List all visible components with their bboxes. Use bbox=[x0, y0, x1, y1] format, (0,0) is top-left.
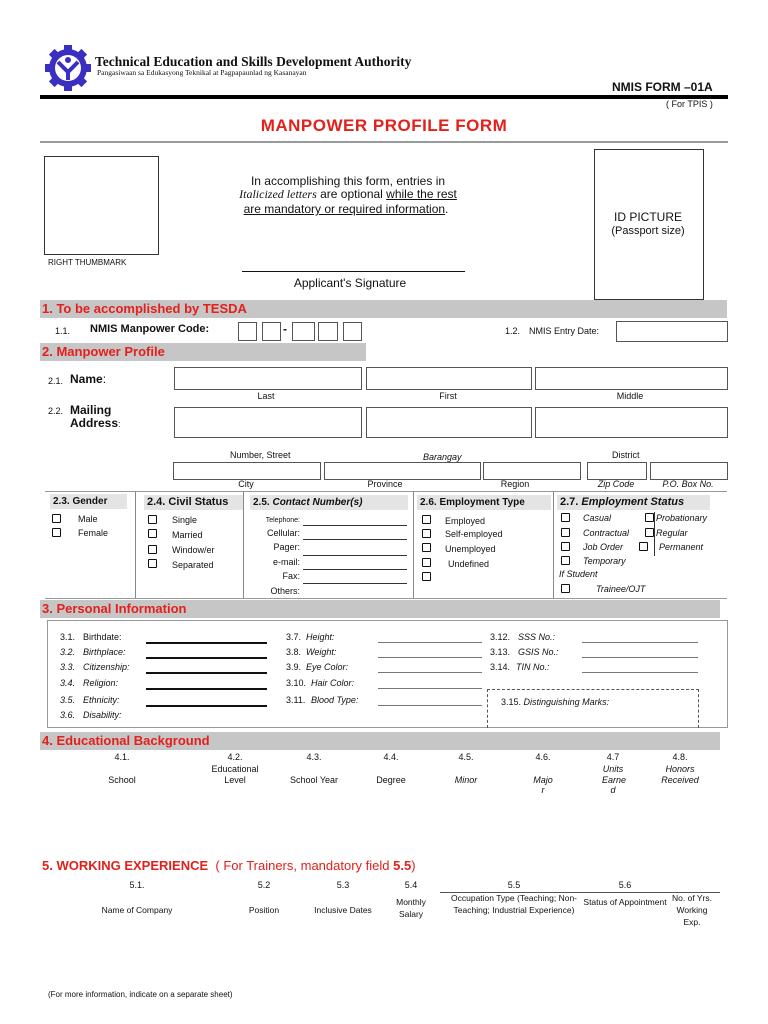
field-number: 3.6. bbox=[60, 710, 76, 720]
edu-column-label: Majo r bbox=[533, 775, 553, 795]
employed-label: Employed bbox=[445, 516, 486, 526]
field-number: 3.13. bbox=[490, 647, 511, 657]
civil-single-label: Single bbox=[172, 515, 198, 525]
self-employed-checkbox[interactable] bbox=[422, 529, 431, 538]
section-4-header bbox=[40, 732, 720, 750]
distinguishing-marks-field[interactable] bbox=[487, 689, 699, 728]
section-3-title: 3. Personal Information bbox=[42, 601, 187, 616]
if-student-label: If Student bbox=[559, 569, 598, 579]
field-number: 3.11. bbox=[286, 695, 306, 705]
nmis-code-digit-1[interactable] bbox=[238, 322, 257, 341]
field-number: 2.2. bbox=[48, 406, 64, 416]
header-rule bbox=[40, 95, 728, 99]
regular-label: Regular bbox=[656, 528, 688, 538]
personal-field-input[interactable] bbox=[146, 688, 267, 690]
work-column-position: Position bbox=[248, 905, 280, 915]
province-label: Province bbox=[367, 479, 403, 489]
nmis-code-digit-5[interactable] bbox=[343, 322, 362, 341]
personal-field-label: Religion: bbox=[83, 678, 119, 688]
signature-line[interactable] bbox=[242, 271, 465, 272]
section-5-header bbox=[42, 858, 416, 873]
unemployed-checkbox[interactable] bbox=[422, 543, 431, 552]
first-label: First bbox=[439, 391, 457, 401]
personal-field-label: Birthplace: bbox=[83, 647, 126, 657]
civil-married-label: Married bbox=[172, 530, 203, 540]
gender-male-checkbox[interactable] bbox=[52, 514, 61, 523]
barangay-label: Barangay bbox=[423, 452, 462, 462]
thumbmark-label: RIGHT THUMBMARK bbox=[48, 258, 127, 267]
section-2-title: 2. Manpower Profile bbox=[42, 344, 165, 359]
instruction-line-2 bbox=[239, 187, 457, 202]
fax-field[interactable] bbox=[303, 583, 407, 584]
status-title: Employment Status bbox=[581, 496, 685, 508]
work-column-appointment: Status of Appointment bbox=[583, 897, 667, 907]
edu-column-label: School Year bbox=[289, 775, 339, 785]
telephone-field[interactable] bbox=[303, 525, 407, 526]
edu-column-label: Earne d bbox=[602, 775, 627, 795]
personal-field-input[interactable] bbox=[378, 642, 482, 643]
edu-column-number: 4.5. bbox=[458, 752, 474, 762]
civil-widow-label: Window/er bbox=[172, 545, 215, 555]
personal-field-input[interactable] bbox=[582, 642, 698, 643]
personal-field-label: GSIS No.: bbox=[518, 647, 559, 657]
middle-label: Middle bbox=[616, 391, 644, 401]
work-column-number: 5.3 bbox=[336, 880, 350, 890]
personal-field-label: Height: bbox=[306, 632, 335, 642]
personal-field-label: TIN No.: bbox=[516, 662, 550, 672]
personal-field-input[interactable] bbox=[378, 657, 482, 658]
city-label: City bbox=[238, 479, 254, 489]
field-number: 3.9. bbox=[286, 662, 302, 672]
work-column-salary: Monthly Salary bbox=[396, 897, 426, 919]
personal-field-label: Hair Color: bbox=[311, 678, 355, 688]
entry-date-label: NMIS Entry Date: bbox=[529, 326, 600, 336]
title-rule bbox=[40, 141, 728, 143]
edu-column-label: Minor bbox=[454, 775, 478, 785]
section-3-header bbox=[40, 600, 720, 618]
divider bbox=[243, 491, 244, 598]
civil-married-checkbox[interactable] bbox=[148, 529, 157, 538]
divider bbox=[553, 491, 554, 598]
personal-field-label: Weight: bbox=[306, 647, 337, 657]
contact-number: 2.5. bbox=[253, 497, 273, 508]
section-4-title: 4. Educational Background bbox=[42, 733, 210, 748]
org-name: Technical Education and Skills Development Authority bbox=[95, 54, 412, 69]
address-colon: : bbox=[118, 419, 121, 429]
personal-field-label: Blood Type: bbox=[311, 695, 359, 705]
edu-column-number: 4.7 bbox=[606, 752, 620, 762]
section-5-title: 5. WORKING EXPERIENCE bbox=[42, 858, 209, 873]
name-colon: : bbox=[102, 372, 107, 386]
contractual-checkbox[interactable] bbox=[561, 528, 570, 537]
tesda-logo-icon bbox=[44, 44, 92, 92]
casual-label: Casual bbox=[583, 513, 612, 523]
edu-column-label: Units bbox=[602, 764, 624, 774]
section-1-title: 1. To be accomplished by TESDA bbox=[42, 301, 247, 316]
probationary-label: Probationary bbox=[656, 513, 708, 523]
field-number: 3.1. bbox=[60, 632, 76, 642]
work-column-number: 5.2 bbox=[257, 880, 271, 890]
nmis-code-label: NMIS Manpower Code: bbox=[90, 323, 210, 335]
contractual-label: Contractual bbox=[583, 528, 630, 538]
city-field[interactable] bbox=[173, 462, 321, 480]
civil-status-header: 2.4. Civil Status bbox=[144, 495, 243, 510]
undefined-label: Undefined bbox=[448, 559, 490, 569]
edu-column-label: Received bbox=[661, 775, 699, 785]
instruction-line-3 bbox=[244, 202, 449, 216]
province-field[interactable] bbox=[324, 462, 481, 480]
personal-field-label: Citizenship: bbox=[83, 662, 130, 672]
form-title: MANPOWER PROFILE FORM bbox=[260, 116, 508, 135]
trainee-label: Trainee/OJT bbox=[596, 584, 646, 594]
instruction-mandatory: are mandatory or required information bbox=[243, 202, 446, 216]
zip-label: Zip Code bbox=[597, 479, 635, 489]
personal-field-input[interactable] bbox=[146, 672, 267, 674]
name-label bbox=[70, 372, 106, 386]
field-number: 3.3. bbox=[60, 662, 76, 672]
id-picture-size: (Passport size) bbox=[611, 225, 685, 237]
pobox-label: P.O. Box No. bbox=[662, 479, 714, 489]
permanent-checkbox[interactable] bbox=[639, 542, 648, 551]
edu-column-number: 4.6. bbox=[535, 752, 551, 762]
field-number: 3.12. bbox=[490, 632, 511, 642]
name-label-text: Name bbox=[70, 372, 103, 386]
temporary-checkbox[interactable] bbox=[561, 556, 570, 565]
field-number: 3.8. bbox=[286, 647, 302, 657]
edu-column-number: 4.8. bbox=[672, 752, 688, 762]
fax-label: Fax: bbox=[282, 571, 300, 581]
gender-female-label: Female bbox=[78, 528, 109, 538]
email-label: e-mail: bbox=[272, 557, 300, 567]
personal-field-input[interactable] bbox=[146, 657, 267, 659]
distinguishing-marks-label bbox=[501, 697, 609, 707]
address-field-3[interactable] bbox=[535, 407, 728, 438]
personal-field-label: Ethnicity: bbox=[83, 695, 120, 705]
address-field-1[interactable] bbox=[174, 407, 362, 438]
personal-field-input[interactable] bbox=[378, 672, 482, 673]
cellular-label: Cellular: bbox=[266, 528, 300, 538]
field-number: 1.2. bbox=[505, 326, 521, 336]
section-5-note-field: 5.5 bbox=[393, 858, 412, 873]
id-picture-label: ID PICTURE bbox=[613, 210, 683, 224]
status-number: 2.7. bbox=[560, 496, 582, 508]
field-number: 1.1. bbox=[55, 326, 71, 336]
nmis-code-digit-3[interactable] bbox=[292, 322, 315, 341]
personal-field-input[interactable] bbox=[378, 688, 482, 689]
edu-column-number: 4.2. bbox=[227, 752, 243, 762]
section-5-note: ( For Trainers, mandatory field bbox=[215, 858, 394, 873]
work-column-number: 5.4 bbox=[404, 880, 418, 890]
trainee-checkbox[interactable] bbox=[561, 584, 570, 593]
zip-field[interactable] bbox=[587, 462, 647, 480]
edu-column-number: 4.4. bbox=[383, 752, 399, 762]
casual-checkbox[interactable] bbox=[561, 513, 570, 522]
personal-field-label: Birthdate: bbox=[83, 632, 122, 642]
job-order-label: Job Order bbox=[583, 542, 624, 552]
personal-field-input[interactable] bbox=[146, 642, 267, 644]
job-order-checkbox[interactable] bbox=[561, 542, 570, 551]
employment-type-header: 2.6. Employment Type bbox=[417, 495, 551, 510]
work-column-number: 5.6 bbox=[618, 880, 632, 890]
email-field[interactable] bbox=[303, 569, 407, 570]
personal-field-input[interactable] bbox=[378, 705, 482, 706]
work-column-company: Name of Company bbox=[101, 905, 173, 915]
personal-field-input[interactable] bbox=[582, 657, 698, 658]
edu-column-number: 4.3. bbox=[306, 752, 322, 762]
field-number: 3.2. bbox=[60, 647, 76, 657]
field-number: 3.4. bbox=[60, 678, 76, 688]
contact-title: Contact Number(s) bbox=[272, 497, 363, 508]
regular-checkbox[interactable] bbox=[645, 528, 654, 537]
section-2-header bbox=[40, 343, 366, 361]
probationary-checkbox[interactable] bbox=[645, 513, 654, 522]
other-type-checkbox[interactable] bbox=[422, 572, 431, 581]
gender-female-checkbox[interactable] bbox=[52, 528, 61, 537]
temporary-label: Temporary bbox=[583, 556, 626, 566]
employment-status-header bbox=[557, 495, 710, 510]
pager-label: Pager: bbox=[273, 542, 300, 552]
field-number: 3.14. bbox=[490, 662, 511, 672]
self-employed-label: Self-employed bbox=[445, 529, 503, 539]
work-column-number: 5.5 bbox=[507, 880, 521, 890]
marks-number: 3.15. bbox=[501, 697, 522, 707]
section-5-note-end: ) bbox=[411, 858, 416, 873]
pobox-field[interactable] bbox=[650, 462, 728, 480]
field-number: 3.5. bbox=[60, 695, 76, 705]
instruction-period: . bbox=[445, 202, 449, 216]
personal-field-input[interactable] bbox=[582, 672, 698, 673]
edu-column-label: Level bbox=[224, 775, 246, 785]
others-label: Others: bbox=[270, 586, 300, 596]
thumbmark-box[interactable] bbox=[44, 156, 159, 255]
divider bbox=[413, 491, 414, 598]
section-1-header bbox=[40, 300, 727, 318]
contact-header bbox=[250, 495, 408, 510]
unemployed-label: Unemployed bbox=[445, 544, 496, 554]
edu-column-label: Honors bbox=[665, 764, 695, 774]
instruction-line-1: In accomplishing this form, entries in bbox=[250, 174, 446, 188]
district-label: District bbox=[612, 450, 640, 460]
first-name-field[interactable] bbox=[366, 367, 532, 390]
address-label bbox=[70, 416, 121, 430]
signature-label: Applicant's Signature bbox=[293, 276, 407, 290]
nmis-code-dash: - bbox=[283, 322, 287, 336]
edu-column-label: Degree bbox=[376, 775, 406, 785]
employed-checkbox[interactable] bbox=[422, 515, 431, 524]
permanent-label: Permanent bbox=[659, 542, 704, 552]
footer-note: (For more information, indicate on a separate sheet) bbox=[48, 990, 233, 999]
personal-field-label: Disability: bbox=[83, 710, 122, 720]
gender-header: 2.3. Gender bbox=[50, 494, 127, 509]
entry-date-field[interactable] bbox=[616, 321, 728, 342]
instruction-rest: while the rest bbox=[386, 187, 457, 201]
instruction-italic: Italicized letters bbox=[239, 187, 317, 201]
pager-field[interactable] bbox=[303, 555, 407, 556]
civil-single-checkbox[interactable] bbox=[148, 515, 157, 524]
region-label: Region bbox=[500, 479, 530, 489]
marks-text: Distinguishing Marks: bbox=[523, 697, 610, 707]
civil-widow-checkbox[interactable] bbox=[148, 545, 157, 554]
gender-male-label: Male bbox=[78, 514, 98, 524]
form-for: ( For TPIS ) bbox=[666, 99, 713, 109]
nmis-code-digit-4[interactable] bbox=[318, 322, 338, 341]
field-number: 3.7. bbox=[286, 632, 302, 642]
nmis-code-digit-2[interactable] bbox=[262, 322, 281, 341]
divider bbox=[135, 491, 136, 598]
undefined-checkbox[interactable] bbox=[422, 558, 431, 567]
mailing-label: Mailing bbox=[70, 403, 112, 417]
edu-column-label: School bbox=[108, 775, 136, 785]
edu-column-label: Educational bbox=[211, 764, 259, 774]
work-column-years: No. of Yrs. Working Exp. bbox=[672, 893, 712, 927]
civil-separated-checkbox[interactable] bbox=[148, 559, 157, 568]
org-subtitle: Pangasiwaan sa Edukasyong Teknikal at Pagpapaunlad ng Kasanayan bbox=[97, 68, 307, 77]
personal-field-label: Eye Color: bbox=[306, 662, 349, 672]
instruction-optional: are optional bbox=[316, 187, 387, 201]
field-number: 3.10. bbox=[286, 678, 307, 688]
address-label-text: Address bbox=[70, 416, 119, 430]
telephone-label: Telephone: bbox=[265, 517, 300, 524]
work-column-number: 5.1. bbox=[129, 880, 145, 890]
last-name-field[interactable] bbox=[174, 367, 362, 390]
address-field-2[interactable] bbox=[366, 407, 532, 438]
divider bbox=[654, 512, 655, 556]
personal-field-label: SSS No.: bbox=[518, 632, 556, 642]
last-label: Last bbox=[257, 391, 275, 401]
field-number: 2.1. bbox=[48, 376, 64, 386]
region-field[interactable] bbox=[483, 462, 581, 480]
work-column-occupation: Occupation Type (Teaching; Non-Teaching; Industrial Experience) bbox=[451, 893, 577, 915]
personal-field-input[interactable] bbox=[146, 705, 267, 707]
work-column-dates: Inclusive Dates bbox=[314, 905, 372, 915]
cellular-field[interactable] bbox=[303, 539, 407, 540]
middle-name-field[interactable] bbox=[535, 367, 728, 390]
civil-separated-label: Separated bbox=[172, 560, 214, 570]
edu-column-number: 4.1. bbox=[114, 752, 130, 762]
street-label: Number, Street bbox=[230, 450, 291, 460]
form-code: NMIS FORM –01A bbox=[612, 80, 713, 94]
